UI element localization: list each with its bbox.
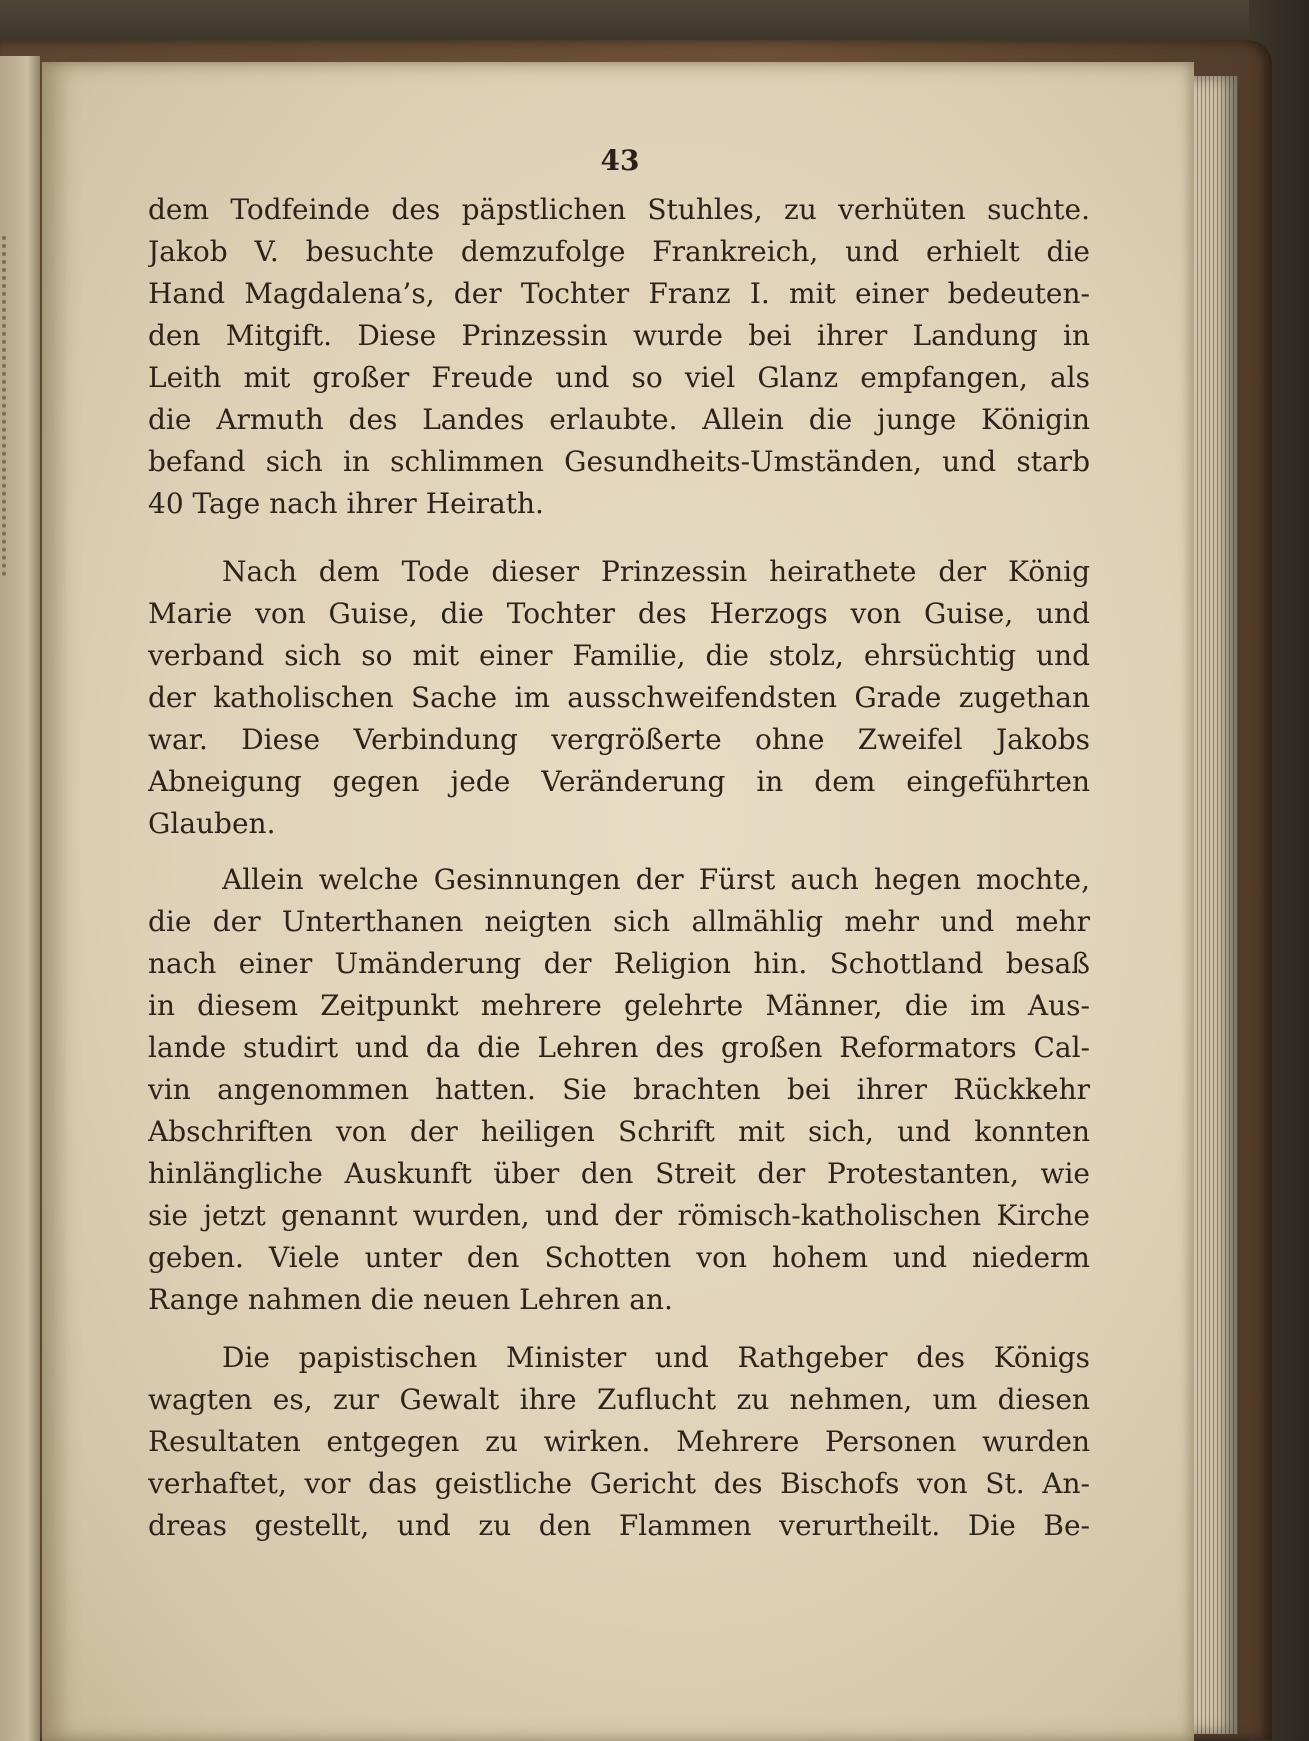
backdrop-top [0, 0, 1309, 44]
text-line: Range nahmen die neuen Lehren an. [148, 1283, 673, 1316]
text-line: wagten es, zur Gewalt ihre Zuflucht zu nehmen, um diesen [148, 1383, 1090, 1416]
text-line: den Mitgift. Diese Prinzessin wurde bei ihrer Landung in [148, 319, 1090, 352]
text-line: vin angenommen hatten. Sie brachten bei ihrer Rückkehr [148, 1073, 1090, 1106]
text-line: dem Todfeinde des päpstlichen Stuhles, zu verhüten suchte. [148, 193, 1090, 226]
text-line: Leith mit großer Freude und so viel Glanz empfangen, als [148, 361, 1090, 394]
text-line: geben. Viele unter den Schotten von hohem und niederm [148, 1241, 1090, 1274]
text-line: verband sich so mit einer Familie, die stolz, ehrsüchtig und [148, 639, 1090, 672]
text-line: verhaftet, vor das geistliche Gericht des Bischofs von St. An- [148, 1467, 1090, 1500]
text-line: war. Diese Verbindung vergrößerte ohne Zweifel Jakobs [148, 723, 1090, 756]
text-line: Jakob V. besuchte demzufolge Frankreich, und erhielt die [148, 235, 1090, 268]
text-line: Hand Magdalena’s, der Tochter Franz I. mit einer bedeuten- [148, 277, 1090, 310]
text-line: Resultaten entgegen zu wirken. Mehrere Personen wurden [148, 1425, 1090, 1458]
text-line: dreas gestellt, und zu den Flammen verurtheilt. Die Be- [148, 1509, 1090, 1542]
text-line: Nach dem Tode dieser Prinzessin heirathete der König [222, 555, 1090, 588]
page-number: 43 [600, 144, 640, 177]
text-line: Marie von Guise, die Tochter des Herzogs von Guise, und [148, 597, 1090, 630]
text-line: Abneigung gegen jede Veränderung in dem eingeführten [148, 765, 1090, 798]
left-page-text-traces [2, 236, 16, 576]
text-line: Allein welche Gesinnungen der Fürst auch hegen mochte, [222, 863, 1090, 896]
text-line: Die papistischen Minister und Rathgeber des Königs [222, 1341, 1090, 1374]
text-line: lande studirt und da die Lehren des großen Reformators Cal- [148, 1031, 1090, 1064]
text-line: in diesem Zeitpunkt mehrere gelehrte Männer, die im Aus- [148, 989, 1090, 1022]
text-line: der katholischen Sache im ausschweifendsten Grade zugethan [148, 681, 1090, 714]
text-line: sie jetzt genannt wurden, und der römisch-katholischen Kirche [148, 1199, 1090, 1232]
text-line: hinlängliche Auskunft über den Streit der Protestanten, wie [148, 1157, 1090, 1190]
text-line: die Armuth des Landes erlaubte. Allein die junge Königin [148, 403, 1090, 436]
left-page-edge [0, 56, 40, 1741]
text-line: Abschriften von der heiligen Schrift mit sich, und konnten [148, 1115, 1090, 1148]
text-line: die der Unterthanen neigten sich allmählig mehr und mehr [148, 905, 1090, 938]
text-line: Glauben. [148, 807, 276, 840]
text-line: befand sich in schlimmen Gesundheits-Umständen, und starb [148, 445, 1090, 478]
text-line: nach einer Umänderung der Religion hin. Schottland besaß [148, 947, 1090, 980]
text-line: 40 Tage nach ihrer Heirath. [148, 487, 544, 520]
